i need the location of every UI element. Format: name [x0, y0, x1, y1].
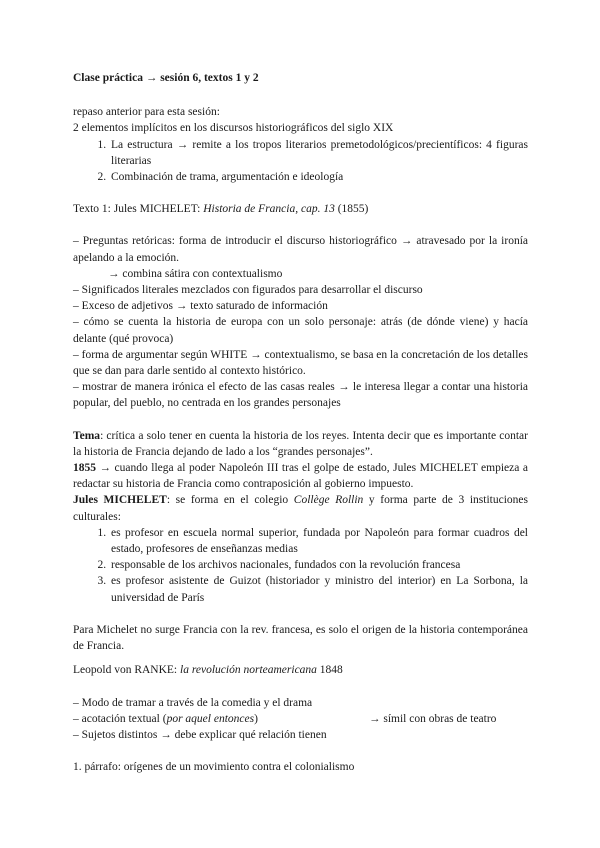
annotation-post: ): [254, 712, 258, 725]
tema-text: : crítica a solo tener en cuenta la historia de los reyes. Intenta decir que es importante contar la historia de Francia dejando de lado a los “grandes personajes”.: [73, 429, 528, 458]
bullet-royal-houses: – mostrar de manera irónica el efecto de las casas reales → le interesa llegar a contar una historia popular, del pueblo, no centrada en los grandes personajes: [73, 381, 528, 410]
annotation-left: [73, 711, 369, 727]
michelet-label: Jules MICHELET: [73, 494, 167, 507]
bullet-rhetorical-questions: – Preguntas retóricas: forma de introducir el discurso historiográfico → atravesado por la ironía apelando a la emoción.: [73, 235, 528, 264]
year-1855-paragraph: [73, 460, 528, 492]
texto1-year: (1855): [334, 203, 369, 216]
annotation-italic: por aquel entonces: [166, 712, 255, 725]
ranke-bullet-annotation: [73, 711, 528, 727]
intro-list-item: 2. Combinación de trama, argumentación e ideología: [109, 169, 528, 185]
institutions-list: [73, 525, 528, 606]
ranke-bullet-subjects: – Sujetos distintos → debe explicar qué relación tienen: [73, 728, 327, 741]
annotation-right: → símil con obras de teatro: [369, 712, 497, 725]
ranke-year: 1848: [316, 664, 343, 677]
bullet-white-argument: – forma de argumentar según WHITE → contextualismo, se basa en la concretación de los detalles que se dan para darle sentido al contexto histórico.: [73, 348, 528, 378]
final-paragraph: 1. párrafo: orígenes de un movimiento contra el colonialismo: [73, 761, 355, 774]
intro-line-1: repaso anterior para esta sesión:: [73, 106, 220, 119]
michelet-paragraph: [73, 492, 528, 524]
bullet-adjectives: – Exceso de adjetivos → texto saturado de información: [73, 300, 328, 313]
ranke-heading: [73, 662, 528, 678]
tema-label: Tema: [73, 429, 101, 442]
document-body: [73, 70, 528, 775]
tema-paragraph: [73, 428, 528, 460]
texto1-heading: [73, 201, 528, 217]
institution-item: 1. es profesor en escuela normal superior, fundada por Napoleón para formar cuadros del estado, profesores de enseñanzas medias: [109, 525, 528, 557]
intro-list-item: 1. La estructura → remite a los tropos literarios premetodológicos/precientíficos: 4 figuras literarias: [109, 137, 528, 169]
bullet-single-character: – cómo se cuenta la historia de europa con un solo personaje: atrás (de dónde viene) y hacía delante (qué provoca): [73, 316, 528, 345]
institution-item: 3. es profesor asistente de Guizot (historiador y ministro del interior) en La Sorbona, la universidad de París: [109, 573, 528, 605]
document-title: Clase práctica → sesión 6, textos 1 y 2: [73, 72, 259, 84]
bullet-sub-satire: → combina sátira con contextualismo: [108, 267, 283, 280]
ranke-bullet-comedy: – Modo de tramar a través de la comedia y el drama: [73, 696, 313, 709]
michelet-text: : se forma en el colegio: [166, 494, 294, 507]
ranke-prefix: Leopold von RANKE:: [73, 664, 181, 677]
institution-item: 2. responsable de los archivos nacionales, fundados con la revolución francesa: [109, 557, 528, 573]
annotation-pre: – acotación textual (: [73, 712, 167, 725]
intro-line-2: 2 elementos implícitos en los discursos historiográficos del siglo XIX: [73, 122, 394, 135]
intro-list: [73, 137, 528, 186]
bullet-literal-meanings: – Significados literales mezclados con figurados para desarrollar el discurso: [73, 284, 423, 297]
michelet-text-2: y forma parte de 3 instituciones culturales:: [73, 494, 528, 523]
texto1-prefix: Texto 1: Jules MICHELET:: [73, 203, 204, 216]
michelet-conclusion: Para Michelet no surge Francia con la rev. francesa, es solo el origen de la historia contemporánea de Francia.: [73, 623, 528, 653]
ranke-work: la revolución norteamericana: [180, 664, 317, 677]
texto1-work: Historia de Francia, cap. 13: [203, 203, 335, 216]
michelet-college: Collège Rollin: [293, 494, 364, 507]
year-1855-text: → cuando llega al poder Napoleón III tras el golpe de estado, Jules MICHELET empieza a redactar su historia de Francia como contraposición al gobierno impuesto.: [73, 462, 528, 491]
year-1855-label: 1855: [73, 462, 96, 475]
